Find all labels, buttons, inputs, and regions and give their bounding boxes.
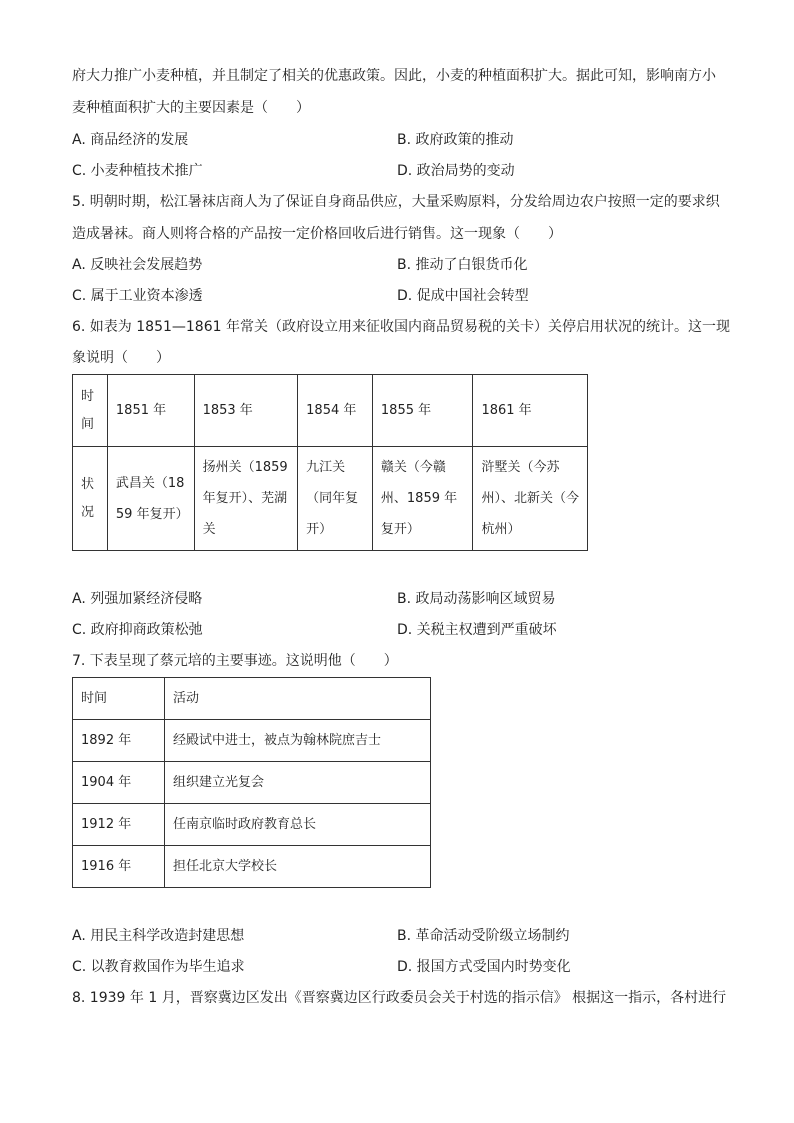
table-row: [73, 846, 431, 888]
q7-row3-activity: 任南京临时政府教育总长: [165, 804, 431, 846]
q6-table-status-1861: 浒墅关（今苏州）、北新关（今杭州）: [473, 447, 588, 551]
q5-option-b[interactable]: B. 推动了白银货币化: [397, 257, 528, 273]
q7-row3-year: 1912 年: [73, 804, 165, 846]
q6-table-row-head-time: 时间: [73, 375, 108, 447]
q7-option-a[interactable]: A. 用民主科学改造封建思想: [72, 928, 245, 944]
q6-table-status-1854: 九江关（同年复开）: [298, 447, 373, 551]
q7-row1-activity: 经殿试中进士，被点为翰林院庶吉士: [165, 720, 431, 762]
q4-stem-line2: 麦种植面积扩大的主要因素是（ ）: [72, 100, 310, 116]
q6-table-status-1855: 赣关（今赣州、1859 年复开）: [372, 447, 473, 551]
q4-option-c[interactable]: C. 小麦种植技术推广: [72, 163, 203, 179]
q7-option-b[interactable]: B. 革命活动受阶级立场制约: [397, 928, 570, 944]
q5-stem-line1: 5. 明朝时期，松江暑袜店商人为了保证自身商品供应，大量采购原料，分发给周边农户按照一定的要求织: [72, 194, 720, 210]
q6-table-year-1861: 1861 年: [473, 375, 588, 447]
q7-table-header-activity: 活动: [165, 678, 431, 720]
q7-row2-activity: 组织建立光复会: [165, 762, 431, 804]
q6-table-status-1853: 扬州关（1859 年复开）、芜湖关: [194, 447, 298, 551]
q6-table-year-1851: 1851 年: [107, 375, 194, 447]
q7-option-d[interactable]: D. 报国方式受国内时势变化: [397, 959, 571, 975]
q6-option-b[interactable]: B. 政局动荡影响区域贸易: [397, 591, 556, 607]
q6-table-row-head-status: 状况: [73, 447, 108, 551]
q7-table: [72, 677, 431, 888]
q6-table-year-1855: 1855 年: [372, 375, 473, 447]
table-row: [73, 804, 431, 846]
q4-option-b[interactable]: B. 政府政策的推动: [397, 132, 514, 148]
q6-table-year-1854: 1854 年: [298, 375, 373, 447]
q6-table-status-1851: 武昌关（1859 年复开）: [107, 447, 194, 551]
q4-option-d[interactable]: D. 政治局势的变动: [397, 163, 515, 179]
q8-stem-line1: 8. 1939 年 1 月，晋察冀边区发出《晋察冀边区行政委员会关于村选的指示信》 根据这一指示，各村进行: [72, 990, 727, 1006]
table-row: [73, 720, 431, 762]
q7-row4-year: 1916 年: [73, 846, 165, 888]
q6-stem-line1: 6. 如表为 1851—1861 年常关（政府设立用来征收国内商品贸易税的关卡）关停启用状况的统计。这一现: [72, 319, 730, 335]
q7-row2-year: 1904 年: [73, 762, 165, 804]
q5-option-d[interactable]: D. 促成中国社会转型: [397, 288, 529, 304]
q6-option-d[interactable]: D. 关税主权遭到严重破坏: [397, 622, 557, 638]
q6-table-year-1853: 1853 年: [194, 375, 298, 447]
q7-row4-activity: 担任北京大学校长: [165, 846, 431, 888]
q5-option-a[interactable]: A. 反映社会发展趋势: [72, 257, 203, 273]
q7-option-c[interactable]: C. 以教育救国作为毕生追求: [72, 959, 245, 975]
q6-option-c[interactable]: C. 政府抑商政策松弛: [72, 622, 203, 638]
q7-table-header-time: 时间: [73, 678, 165, 720]
q5-stem-line2: 造成暑袜。商人则将合格的产品按一定价格回收后进行销售。这一现象（ ）: [72, 226, 562, 242]
q6-table: [72, 374, 588, 551]
q7-row1-year: 1892 年: [73, 720, 165, 762]
q4-stem-line1: 府大力推广小麦种植，并且制定了相关的优惠政策。因此，小麦的种植面积扩大。据此可知，影响南方小: [72, 68, 716, 84]
q5-option-c[interactable]: C. 属于工业资本渗透: [72, 288, 203, 304]
q6-stem-line2: 象说明（ ）: [72, 350, 170, 366]
q4-option-a[interactable]: A. 商品经济的发展: [72, 132, 189, 148]
q7-stem-line1: 7. 下表呈现了蔡元培的主要事迹。这说明他（ ）: [72, 653, 398, 669]
q6-option-a[interactable]: A. 列强加紧经济侵略: [72, 591, 203, 607]
table-row: [73, 762, 431, 804]
